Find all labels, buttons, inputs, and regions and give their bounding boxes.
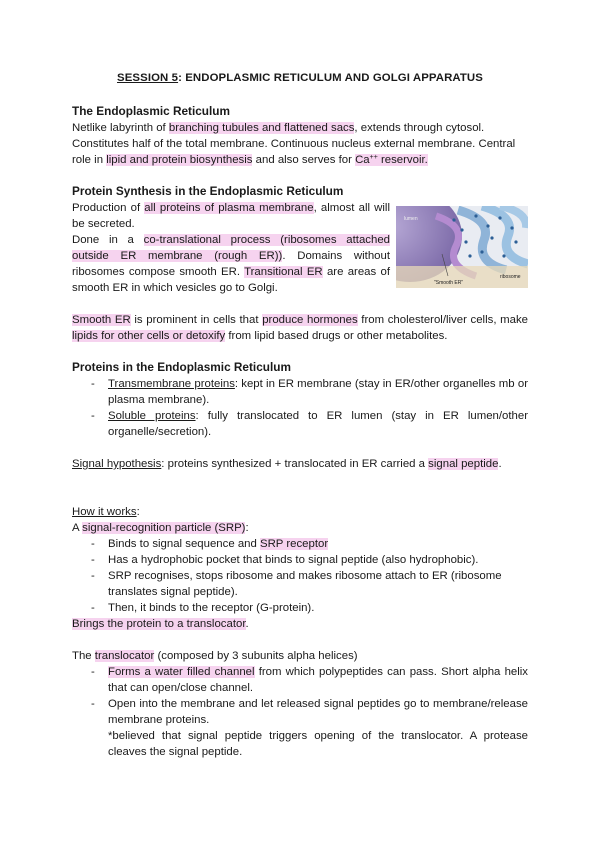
session-label: SESSION 5 (117, 72, 179, 84)
er-illustration (396, 206, 528, 288)
translocator-intro: The translocator (composed by 3 subunits alpha helices) (72, 650, 358, 662)
srp-intro: A signal-recognition particle (SRP): (72, 522, 249, 534)
figure-label-lumen: lumen (404, 216, 418, 222)
page-title: SESSION 5: ENDOPLASMIC RETICULUM AND GOLGI APPARATUS (117, 72, 483, 84)
figure-label-ribosome: ribosome (500, 274, 521, 280)
translocator-note: *believed that signal peptide triggers opening of the translocator. A protease cleaves the signal peptide. (108, 730, 528, 758)
smooth-er-paragraph: Smooth ER is prominent in cells that produce hormones from cholesterol/liver cells, make lipids for other cells or detoxify from lipid based drugs or other metabolites. (72, 314, 528, 342)
list-item: - Soluble proteins: fully translocated to ER lumen (stay in ER lumen/other organelle/secretion). (88, 408, 528, 440)
list-item: - Open into the membrane and let released signal peptides go to membrane/release membrane proteins. *believed that signal peptide triggers opening of the translocator. A protease cleaves the signal peptide. (88, 696, 528, 760)
how-it-works-heading: How it works: (72, 506, 140, 518)
list-item: - Binds to signal sequence and SRP receptor (88, 536, 528, 552)
figure-label-smooth-er: "Smooth ER" (434, 280, 464, 286)
section-heading-proteins-er: Proteins in the Endoplasmic Reticulum (72, 360, 291, 374)
srp-steps-list (88, 536, 528, 616)
signal-hypothesis-paragraph: Signal hypothesis: proteins synthesized + translocated in ER carried a signal peptide. (72, 458, 502, 470)
protein-synthesis-paragraph: Production of all proteins of plasma membrane, almost all will be secreted. Done in a co-translational process (ribosomes attached outside ER membrane (rough ER)). Domains without ribosomes compose smooth ER. Transitional ER are areas of smooth ER in which vesicles go to Golgi. (72, 202, 390, 294)
section-heading-protein-synthesis: Protein Synthesis in the Endoplasmic Reticulum (72, 184, 344, 198)
section-heading-er: The Endoplasmic Reticulum (72, 104, 230, 118)
list-item: - Transmembrane proteins: kept in ER membrane (stay in ER/other organelles mb or plasma membrane). (88, 376, 528, 408)
list-item: - SRP recognises, stops ribosome and makes ribosome attach to ER (ribosome translates signal peptide). (88, 568, 528, 600)
translocator-list (88, 664, 528, 760)
er-paragraph: Netlike labyrinth of branching tubules and flattened sacs, extends through cytosol. Constitutes half of the total membrane. Continuous nucleus external membrane. Central role in lipid and protein biosynthesis and also serves for Ca++ reservoir. (72, 122, 516, 166)
list-item: - Then, it binds to the receptor (G-protein). (88, 600, 528, 616)
list-item: - Forms a water filled channel from which polypeptides can pass. Short alpha helix that can open/close channel. (88, 664, 528, 696)
er-diagram-image (396, 206, 528, 288)
list-item: - Has a hydrophobic pocket that binds to signal peptide (also hydrophobic). (88, 552, 528, 568)
protein-types-list (88, 376, 528, 440)
srp-conclusion: Brings the protein to a translocator. (72, 618, 249, 630)
